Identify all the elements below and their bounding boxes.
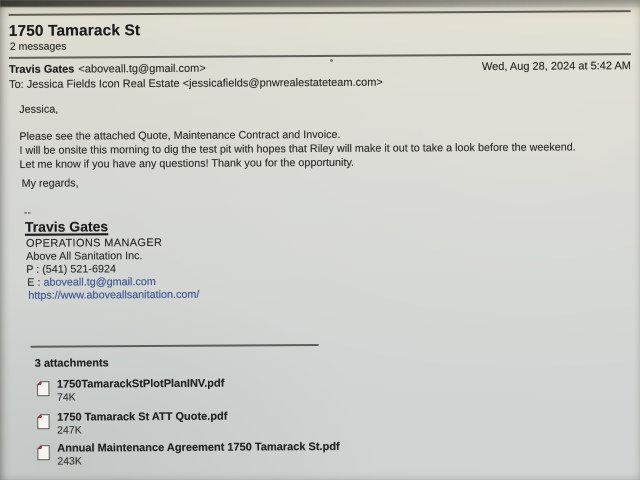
signature-website-row bbox=[28, 289, 199, 302]
from-field bbox=[9, 63, 206, 76]
attachment-name[interactable]: 1750TamarackStPlotPlanINV.pdf bbox=[56, 377, 225, 391]
signature-email-row bbox=[27, 276, 156, 289]
attachment-text bbox=[57, 441, 340, 469]
attachment-size: 243K bbox=[57, 455, 82, 468]
email-link[interactable]: aboveall.tg@gmail.com bbox=[43, 276, 156, 289]
body-line: Please see the attached Quote, Maintenance Contract and Invoice. bbox=[19, 128, 341, 143]
pdf-file-icon bbox=[36, 445, 50, 461]
attachment-text bbox=[57, 411, 227, 438]
signature-phone: P : (541) 521-6924 bbox=[26, 263, 117, 276]
email-label: E : bbox=[27, 276, 44, 289]
sender-email: <aboveall.tg@gmail.com> bbox=[78, 62, 206, 76]
attachment-row[interactable] bbox=[36, 441, 340, 469]
website-link[interactable]: https://www.aboveallsanitation.com/ bbox=[28, 288, 200, 302]
body-line: I will be onsite this morning to dig the test pit with hopes that Riley will make it out to take a look before the weekend. bbox=[19, 141, 576, 158]
sender-name: Travis Gates bbox=[8, 63, 75, 76]
message-count: 2 messages bbox=[9, 40, 67, 53]
attachment-name[interactable]: 1750 Tamarack St ATT Quote.pdf bbox=[57, 410, 228, 424]
attachment-name[interactable]: Annual Maintenance Agreement 1750 Tamarack St.pdf bbox=[57, 440, 340, 455]
to-field: To: Jessica Fields Icon Real Estate <jessicafields@pnwrealestateteam.com> bbox=[9, 76, 383, 91]
attachment-row[interactable] bbox=[36, 378, 225, 405]
message-body bbox=[19, 126, 576, 172]
attachment-size: 74K bbox=[56, 391, 76, 404]
pdf-file-icon bbox=[36, 381, 50, 397]
pdf-file-icon bbox=[36, 414, 50, 430]
signature-divider: -- bbox=[23, 206, 32, 219]
thread-title: 1750 Tamarack St bbox=[8, 22, 141, 40]
attachments-header: 3 attachments bbox=[34, 357, 109, 370]
attachment-row[interactable] bbox=[36, 411, 227, 438]
signature-name: Travis Gates bbox=[24, 218, 109, 235]
header-top-rule bbox=[9, 10, 631, 15]
attachment-size: 247K bbox=[57, 424, 82, 437]
body-line: Let me know if you have any questions! Thank you for the opportunity. bbox=[19, 157, 355, 172]
attachment-text bbox=[57, 378, 225, 405]
attachments-rule bbox=[31, 344, 319, 347]
greeting-line: Jessica, bbox=[19, 103, 59, 116]
message-date: Wed, Aug 28, 2024 at 5:42 AM bbox=[481, 60, 631, 74]
closing-line: My regards, bbox=[21, 177, 79, 190]
from-row bbox=[9, 60, 631, 76]
signature-job-title: OPERATIONS MANAGER bbox=[25, 236, 163, 250]
signature-company: Above All Sanitation Inc. bbox=[26, 250, 143, 263]
header-bottom-rule bbox=[9, 53, 631, 58]
